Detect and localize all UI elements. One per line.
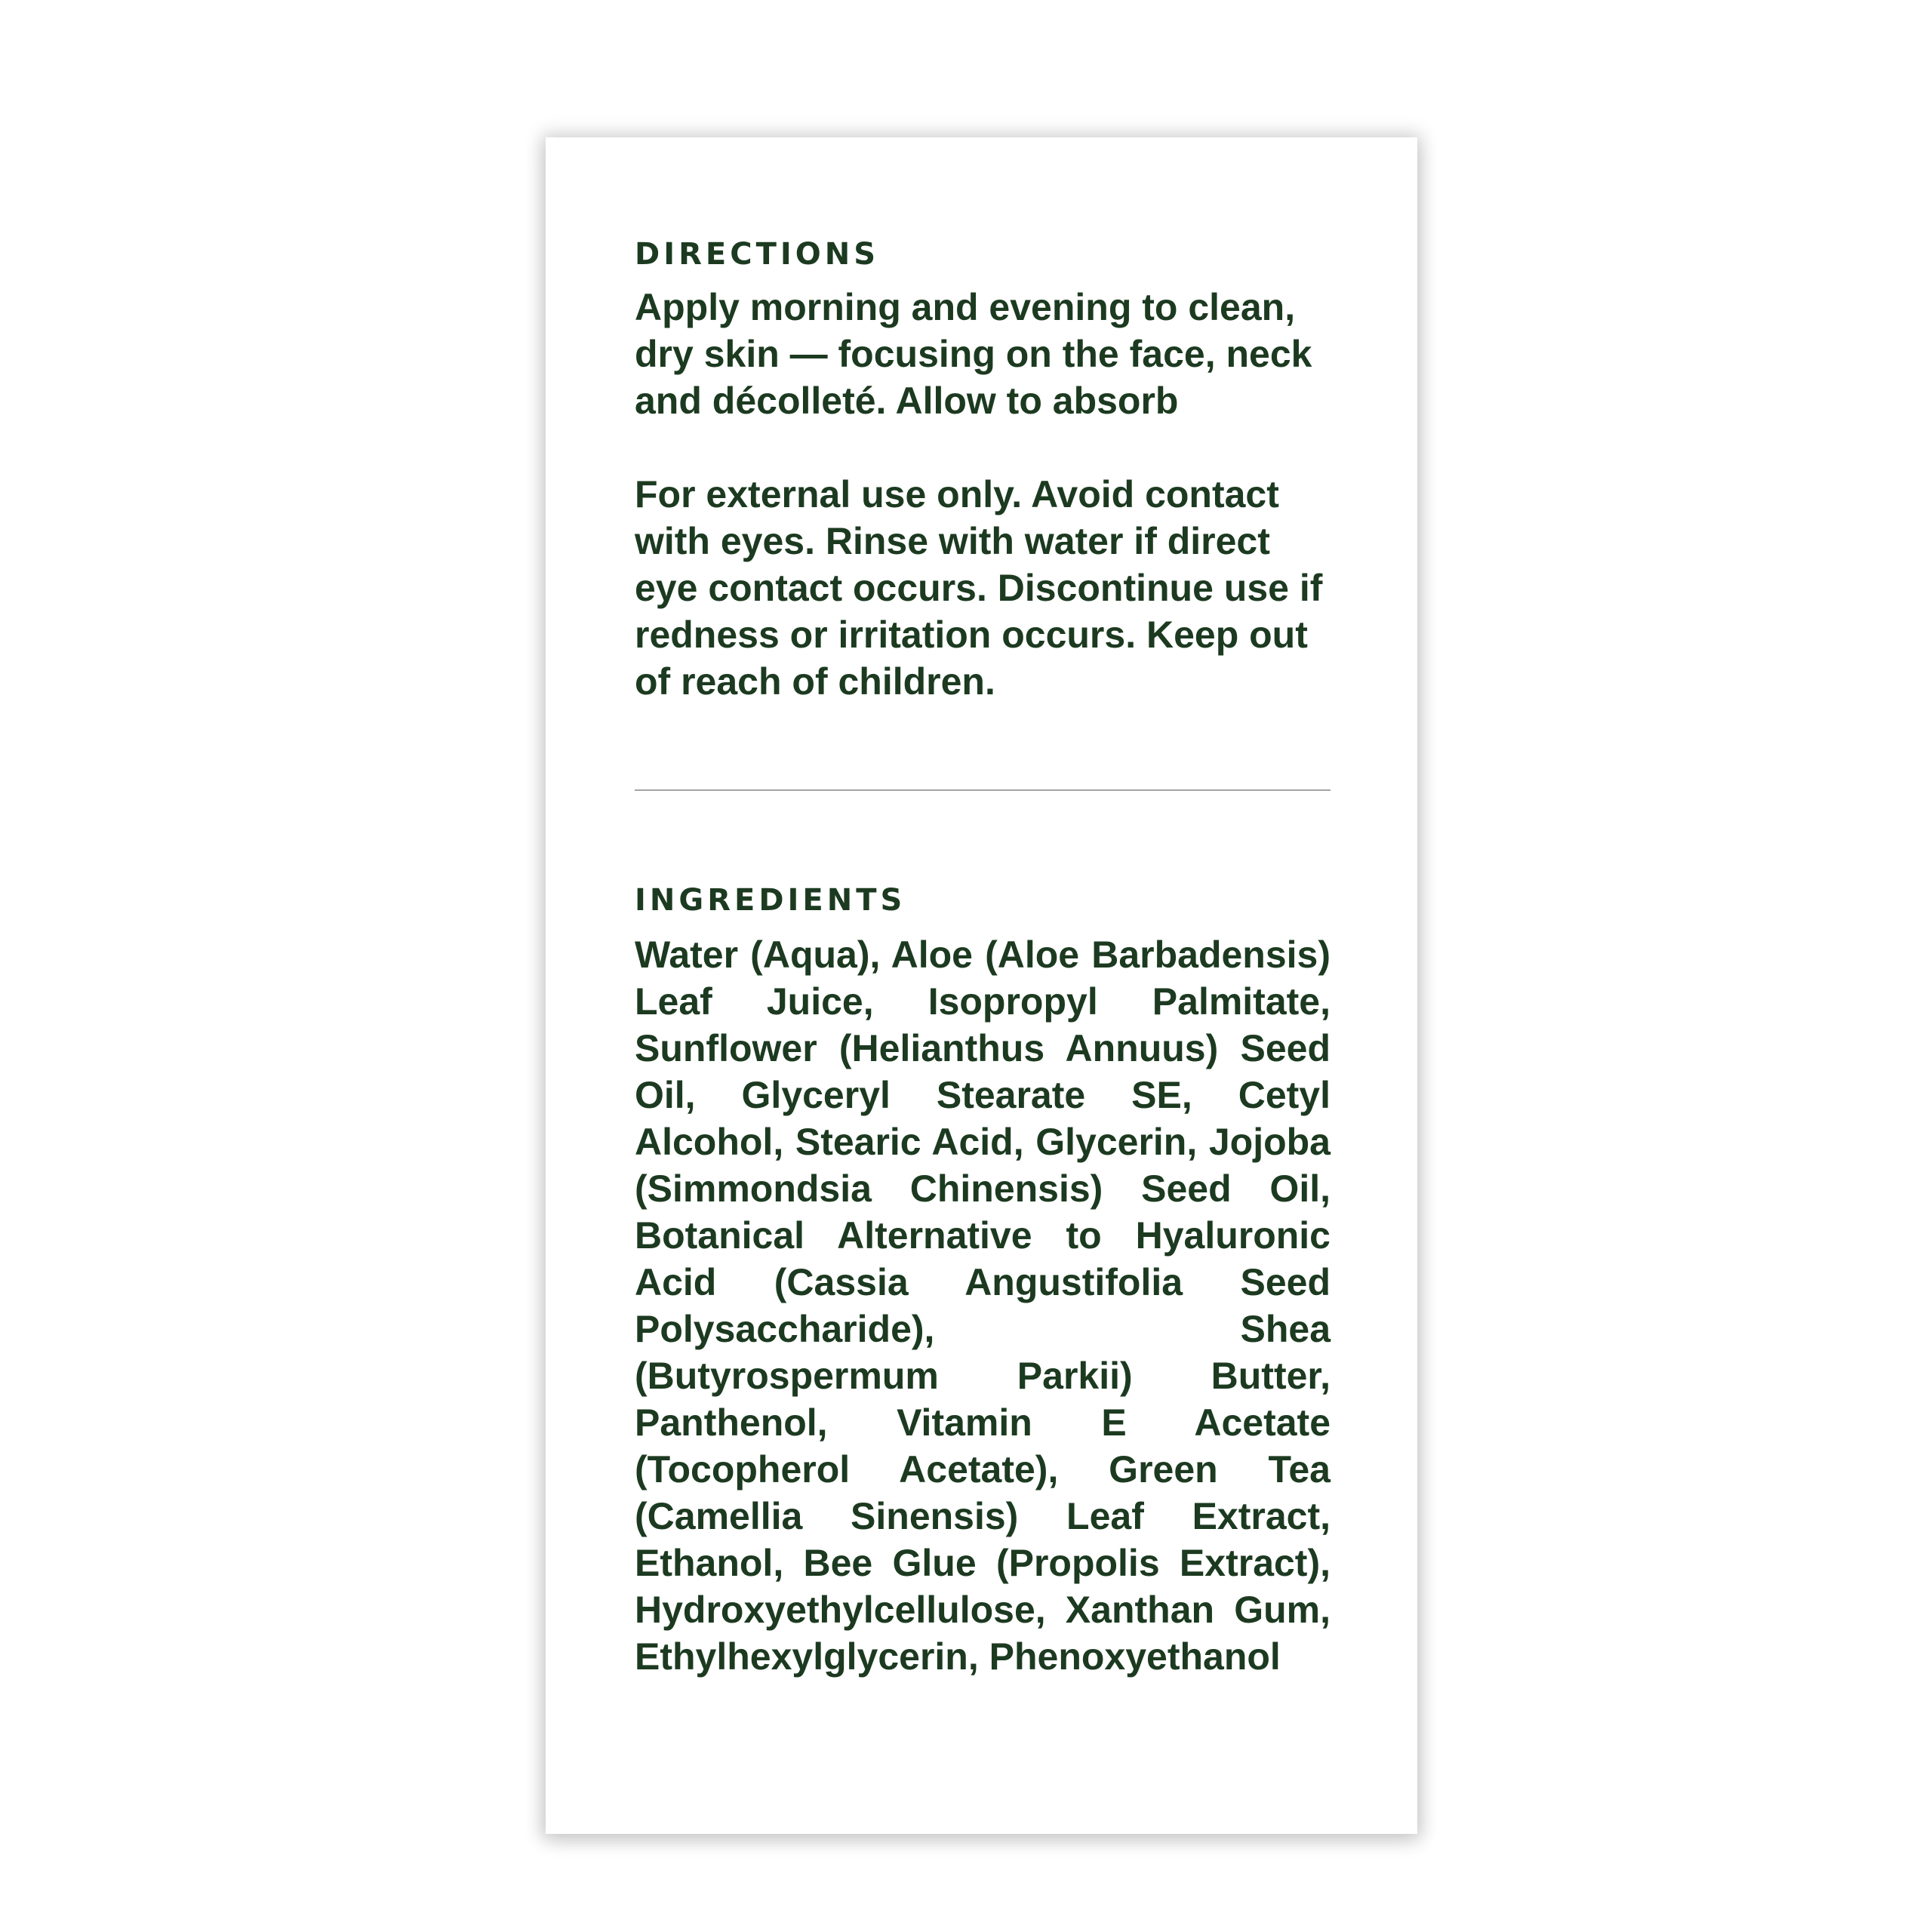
ingredients-section [635,880,1331,1680]
directions-heading: DIRECTIONS [635,237,880,272]
directions-usage-text: Apply morning and evening to clean, dry skin — focusing on the face, neck and décolleté. Allow to absorb [635,286,1312,422]
directions-warning-text: For external use only. Avoid contact with eyes. Rinse with water if direct eye contact occurs. Discontinue use if redness or irritation occurs. Keep out of reach of children. [635,473,1323,703]
label-content [635,234,1331,1680]
product-label-card [546,137,1417,1834]
ingredients-list-text: Water (Aqua), Aloe (Aloe Barbadensis) Leaf Juice, Isopropyl Palmitate, Sunflower (Helianthus Annuus) Seed Oil, Glyceryl Stearate SE, Cetyl Alcohol, Stearic Acid, Glycerin, Jojoba (Simmondsia Chinensis) Seed Oil, Botanical Alternative to Hyaluronic Acid (Cassia Angustifolia Seed Polysaccharide), Shea (Butyrospermum Parkii) Butter, Panthenol, Vitamin E Acetate (Tocopherol Acetate), Green Tea (Camellia Sinensis) Leaf Extract, Ethanol, Bee Glue (Propolis Extract), Hydroxyethylcellulose, Xanthan Gum, Ethylhexylglycerin, Phenoxyethanol [635,934,1331,1678]
directions-section [635,234,1331,705]
section-divider [635,789,1331,791]
ingredients-heading: INGREDIENTS [635,883,906,918]
